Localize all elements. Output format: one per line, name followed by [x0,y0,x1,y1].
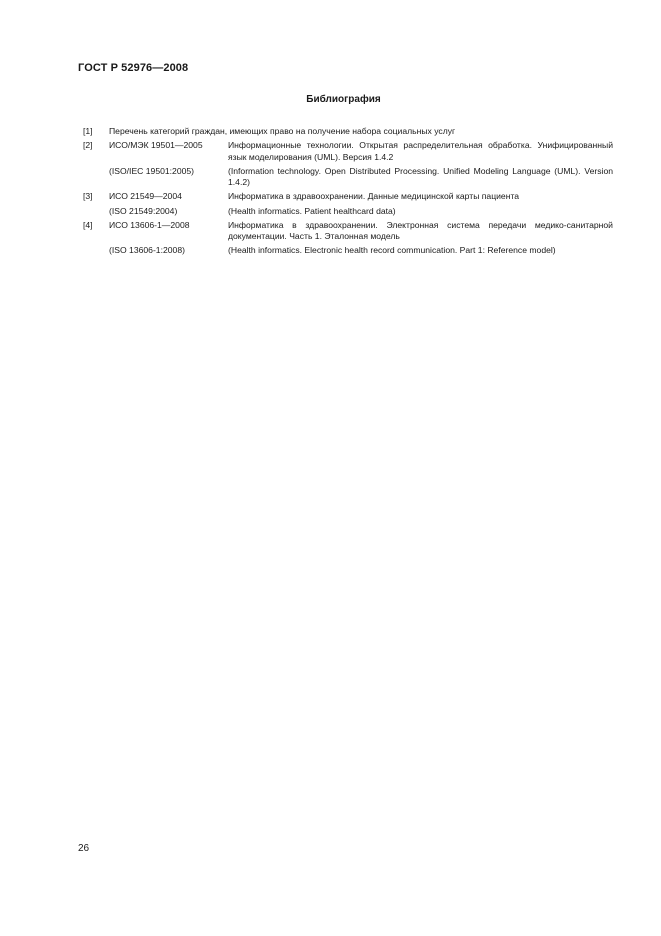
page-number: 26 [78,843,90,854]
entry-original-title: (Health informatics. Patient healthcard data) [228,205,396,216]
entry-original-reference: (ISO 21549:2004) [109,205,178,216]
bibliography-entry-4-original [83,245,613,257]
bibliography-list [83,126,613,259]
entry-number: [1] [83,126,93,136]
entry-title: Информатика в здравоохранении. Данные медицинской карты пациента [228,191,520,202]
entry-original-title: (Health informatics. Electronic health record communication. Part 1: Reference model) [228,245,556,256]
entry-original-reference: (ISO/IEC 19501:2005) [109,165,195,176]
bibliography-entry-2-original [83,166,613,189]
bibliography-entry-3-original [83,206,613,218]
entry-number: [4] [83,219,93,230]
bibliography-entry-3 [83,191,613,203]
entry-number: [2] [83,140,93,151]
entry-reference: ИСО 13606-1—2008 [109,219,190,230]
entry-reference: ИСО 21549—2004 [109,191,182,202]
bibliography-entry-2 [83,140,613,163]
bibliography-title: Библиография [306,94,381,105]
entry-original-title: (Information technology. Open Distributed Processing. Unified Modeling Language (UML). Version 1.4.2) [228,165,613,188]
entry-title: Информационные технологии. Открытая распределительная обработка. Унифицированный язык моделирования (UML). Версия 1.4.2 [228,140,613,162]
entry-text: Перечень категорий граждан, имеющих право на получение набора социальных услуг [109,126,456,136]
bibliography-entry-1 [83,126,613,138]
entry-reference: ИСО/МЭК 19501—2005 [109,140,203,151]
entry-original-reference: (ISO 13606-1:2008) [109,245,185,256]
entry-title: Информатика в здравоохранении. Электронная система передачи медико-санитарной документации. Часть 1. Эталонная модель [228,219,613,242]
document-code: ГОСТ Р 52976—2008 [78,62,189,74]
bibliography-entry-4 [83,220,613,243]
entry-number: [3] [83,191,93,202]
